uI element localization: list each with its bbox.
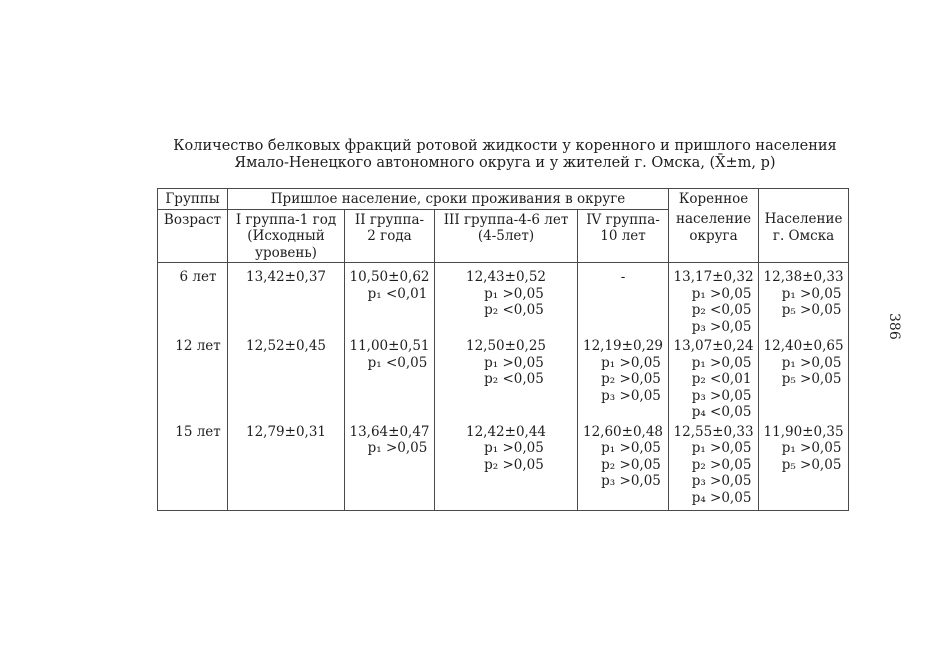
- p-value: p₃ >0,05: [691, 473, 752, 489]
- mean-value: 13,64±0,47: [349, 423, 430, 440]
- p-value: p₁ <0,01: [367, 285, 428, 302]
- mean-value: 12,19±0,29: [583, 338, 664, 354]
- header-newcomers: Пришлое население, сроки проживания в округе: [228, 189, 669, 210]
- caption-line-1: Количество белковых фракций ротовой жидкости у коренного и пришлого населения: [173, 138, 837, 154]
- header-omsk-population: Население г. Омска: [759, 209, 849, 263]
- p-value: p₃ >0,05: [601, 387, 661, 404]
- age-cell: 6 лет: [158, 263, 228, 337]
- p-value: p₂ >0,05: [484, 456, 544, 473]
- value-cell-omsk: [759, 336, 849, 422]
- header-row-1: [158, 189, 849, 210]
- mean-value: 10,50±0,62: [349, 269, 430, 285]
- value-cell-omsk: [759, 422, 849, 511]
- header-omsk-top: [759, 189, 849, 210]
- value-cell-native: [669, 336, 759, 422]
- p-value: p₁ >0,05: [601, 354, 661, 371]
- mean-value: 13,07±0,24: [673, 338, 754, 354]
- p-value: p₁ >0,05: [484, 285, 544, 302]
- p-value: p₄ >0,05: [691, 489, 752, 506]
- mean-value: 12,79±0,31: [245, 423, 327, 440]
- value-cell-group-1: [228, 336, 345, 422]
- header-age: Возраст: [158, 209, 228, 263]
- value-cell-group-1: [228, 263, 345, 337]
- p-value: p₄ <0,05: [691, 404, 752, 420]
- mean-value: 13,42±0,37: [245, 269, 327, 285]
- mean-value: 12,38±0,33: [763, 269, 844, 285]
- value-cell-group-1: [228, 422, 345, 511]
- mean-value: 12,43±0,52: [465, 269, 547, 285]
- p-value: p₂ <0,05: [691, 302, 752, 318]
- header-group-3: III группа-4-6 лет (4-5лет): [435, 209, 578, 263]
- table-row: [158, 263, 849, 337]
- p-value: p₂ >0,05: [601, 371, 661, 387]
- value-cell-group-4: [578, 422, 669, 511]
- protein-fractions-table: [157, 188, 849, 511]
- p-value: p₂ <0,01: [691, 371, 752, 387]
- header-native-top: Коренное: [669, 189, 759, 210]
- p-value: p₁ >0,05: [484, 440, 544, 456]
- p-value: p₃ >0,05: [691, 387, 752, 404]
- p-value: p₅ >0,05: [781, 371, 842, 387]
- p-value: p₂ >0,05: [691, 456, 752, 473]
- value-cell-group-2: [345, 422, 435, 511]
- mean-value: 13,17±0,32: [673, 269, 754, 285]
- mean-value: 12,42±0,44: [465, 423, 547, 440]
- p-value: p₂ >0,05: [601, 456, 661, 473]
- value-cell-native: [669, 422, 759, 511]
- p-value: p₅ >0,05: [781, 302, 842, 318]
- age-cell: 12 лет: [158, 336, 228, 422]
- table-row: [158, 422, 849, 511]
- p-value: p₁ >0,05: [781, 354, 842, 371]
- mean-value: 12,50±0,25: [465, 338, 547, 354]
- mean-value: 12,40±0,65: [763, 338, 844, 354]
- p-value: p₁ >0,05: [781, 285, 842, 302]
- p-value: p₂ <0,05: [484, 371, 544, 387]
- table-row: [158, 336, 849, 422]
- header-native-population: население округа: [669, 209, 759, 263]
- value-cell-group-3: [435, 422, 578, 511]
- mean-value: -: [620, 269, 626, 285]
- page-number: 386: [886, 313, 902, 340]
- age-cell: 15 лет: [158, 422, 228, 511]
- value-cell-group-3: [435, 336, 578, 422]
- p-value: p₁ >0,05: [691, 440, 752, 456]
- p-value: p₂ <0,05: [484, 302, 544, 318]
- p-value: p₁ >0,05: [691, 354, 752, 371]
- p-value: p₃ >0,05: [601, 473, 661, 489]
- p-value: p₅ >0,05: [781, 456, 842, 473]
- p-value: p₁ >0,05: [601, 440, 661, 456]
- p-value: p₁ >0,05: [367, 440, 428, 456]
- value-cell-group-4: [578, 263, 669, 337]
- value-cell-omsk: [759, 263, 849, 337]
- header-groups: Группы: [158, 189, 228, 210]
- header-row-2: [158, 209, 849, 263]
- mean-value: 11,90±0,35: [763, 423, 844, 440]
- value-cell-native: [669, 263, 759, 337]
- header-group-1: I группа-1 год (Исходный уровень): [228, 209, 345, 263]
- value-cell-group-2: [345, 263, 435, 337]
- value-cell-group-4: [578, 336, 669, 422]
- table-body: [158, 263, 849, 511]
- caption-line-2: Ямало-Ненецкого автономного округа и у жителей г. Омска, (X̄±m, p): [234, 155, 776, 171]
- value-cell-group-3: [435, 263, 578, 337]
- p-value: p₁ <0,05: [367, 354, 428, 371]
- mean-value: 11,00±0,51: [349, 338, 430, 354]
- value-cell-group-2: [345, 336, 435, 422]
- header-group-2: II группа- 2 года: [345, 209, 435, 263]
- p-value: p₁ >0,05: [691, 285, 752, 302]
- mean-value: 12,55±0,33: [673, 423, 754, 440]
- p-value: p₁ >0,05: [781, 440, 842, 456]
- mean-value: 12,60±0,48: [583, 423, 664, 440]
- p-value: p₃ >0,05: [691, 318, 752, 335]
- header-group-4: IV группа- 10 лет: [578, 209, 669, 263]
- p-value: p₁ >0,05: [484, 354, 544, 371]
- mean-value: 12,52±0,45: [245, 338, 327, 354]
- table-caption: [150, 138, 860, 172]
